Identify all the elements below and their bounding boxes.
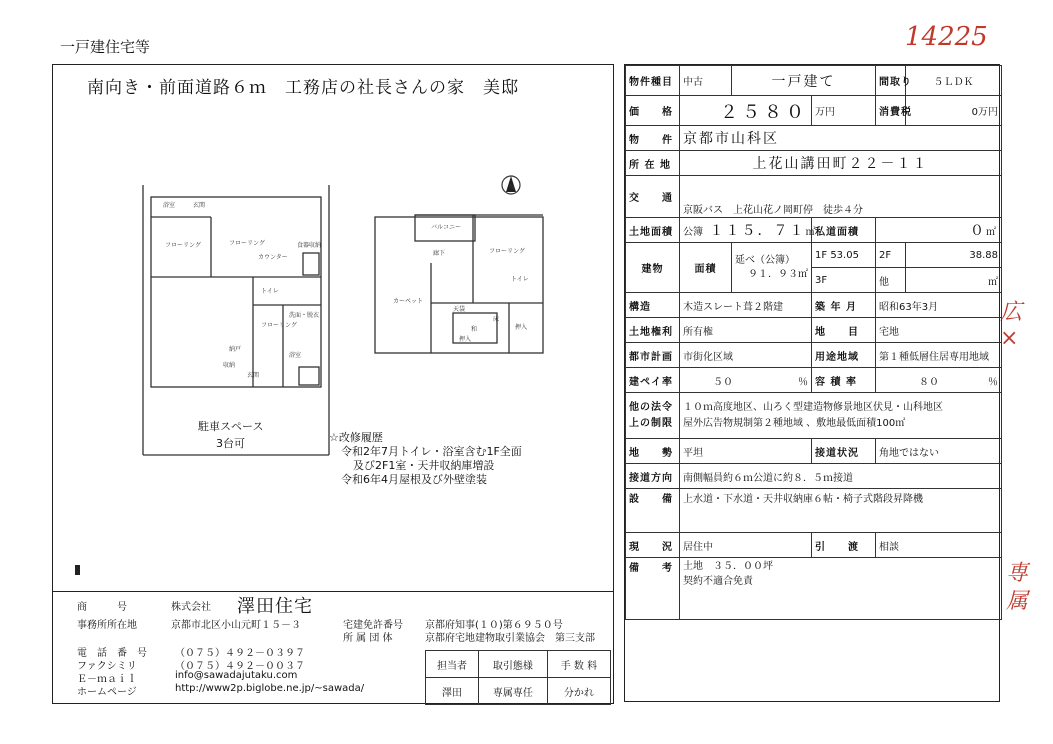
floor3-area [812,268,876,293]
handover-value: 相談 [876,533,1002,558]
road-direction-value: 南側幅員約６ｍ公道に約８．５ｍ接道 [680,464,1002,489]
label-toilet: トイレ [261,288,279,295]
road-condition-label: 接道状況 [812,439,876,464]
law-label-2: 上の制限 [629,417,673,429]
label-bath-1f: 浴室 [163,202,176,209]
label-bath-2: 浴室 [289,352,302,359]
label-tenbukuro: 天袋 [453,306,466,313]
law-value [680,393,1002,439]
history-title: ☆改修履歴 [329,431,383,444]
fax-number: （０７５）４９２－００３７ [175,661,305,672]
layout-label: 間取り [876,66,906,96]
price-value: ２５８０ [680,96,812,126]
bcr-value [680,368,812,393]
status-value: 居住中 [680,533,812,558]
city-plan-value: 市街化区域 [680,343,812,368]
built-label: 築 年 月 [812,293,876,318]
tel-number: （０７５）４９２－０３９７ [175,648,305,659]
equipment-value: 上水道・下水道・天井収納庫６帖・椅子式階段昇降機 [680,489,1002,533]
label-flooring-2: フローリング [229,240,265,247]
label-storage: 収納 [223,362,236,369]
location-label-2: 所 在 地 [626,151,680,176]
assoc-label: 所 属 団 体 [343,633,393,644]
zone-value: 第１種低層住居専用地域 [876,343,1002,368]
bcr-pct: ％ [798,376,808,388]
traffic-value: 京阪バス 上花山花ノ岡町停 徒歩４分 [680,176,1002,218]
equipment-label: 設 備 [626,489,680,533]
homepage-label: ホームページ [77,687,137,698]
land-category-value: 宅地 [876,318,1002,343]
traffic-label: 交 通 [626,176,680,218]
handover-label: 引 渡 [812,533,876,558]
spec-table [625,65,1002,620]
location-line-1: 京都市山科区 [680,126,1002,151]
private-road-label: 私道面積 [812,218,876,243]
floor1-area [812,243,876,268]
parking-label: 駐車スペース [198,420,264,433]
label-toilet-2f: トイレ [511,276,529,283]
label-counter: カウンター [258,254,288,261]
stamp-header-mode: 取引態様 [478,651,547,678]
law-label-1: 他の法令 [629,401,673,413]
type-sub: 中古 [680,66,732,96]
label-balcony: バルコニー [431,224,462,231]
land-unit: ㎡ [805,227,818,238]
floor1-label: 1F [815,249,828,261]
structure-value: 木造スレート葺２階建 [680,293,812,318]
label-japanese: 和 [471,326,478,333]
private-road: ０ [970,223,986,239]
remarks-line-1: 土地 ３５．００坪 [683,561,773,572]
land-category-label: 地 目 [812,318,876,343]
parking-count: 3台可 [216,437,245,450]
terrain-label: 地 勢 [626,439,680,464]
stamp-value-mode: 専属専任 [478,678,547,705]
land-right-label: 土地権利 [626,318,680,343]
label-genkan: 玄関 [247,372,260,379]
property-type: 一戸建て [732,66,876,96]
road-condition-value: 角地ではない [876,439,1002,464]
label-hall: 廊下 [433,250,446,257]
company-panel [52,592,614,704]
law-line-1: １０ｍ高度地区、山ろく型建造物修景地区伏見・山科地区 [683,401,943,413]
label-oshiire-2: 押入 [459,336,472,343]
label-dish-storage: 食器収納 [297,242,322,249]
fax-label: ファクシミリ [77,661,137,672]
handwritten-note-1: 広× [1000,300,1023,351]
location-label-1: 物 件 [626,126,680,151]
private-unit: ㎡ [986,227,998,238]
doc-type: 一戸建住宅等 [60,38,151,56]
company-name-prefix: 株式会社 [171,602,211,613]
floor1-value: 53.05 [830,249,859,261]
land-sub: 公簿 [683,227,703,238]
license-label: 宅建免許番号 [343,620,403,631]
label-flooring-3: フローリング [261,322,297,329]
label-flooring-1: フローリング [165,242,201,249]
handwritten-note-2: 専属 [1006,561,1029,614]
tax-label: 消費税 [876,96,906,126]
stamp-header-staff: 担当者 [426,651,479,678]
city-plan-label: 都市計画 [626,343,680,368]
area-label: 面積 [680,243,732,293]
tax-value: 0万円 [906,96,1002,126]
bcr-label: 建ペイ率 [626,368,680,393]
label-carpet: カーペット [393,298,424,305]
renovation-history [329,431,522,487]
tel-label: 電 話 番 号 [77,648,147,659]
location-line-2: 上花山講田町２２－１１ [680,151,1002,176]
far-number: ８０ [919,376,939,388]
handwritten-number: 14225 [905,22,988,52]
company-name: 澤田住宅 [237,596,313,617]
marker [75,565,80,575]
company-name-label: 商 号 [77,602,127,613]
history-line-3: 令和6年4月屋根及び外壁塗装 [341,473,487,486]
license-number: 京都府知事(１０)第６９５０号 [425,620,563,631]
label-toko: 床 [493,316,500,323]
built-value: 昭和63年3月 [876,293,1002,318]
building-label: 建物 [626,243,680,293]
stamp-value-fee: 分かれ [547,678,610,705]
assoc-name: 京都府宅地建物取引業協会 第三支部 [425,633,595,644]
label-entrance: 玄関 [193,202,206,209]
status-label: 現 況 [626,533,680,558]
label-oshiire: 押入 [515,324,528,331]
total-area-label: 延べ（公簿） [735,254,795,266]
office-address: 京都市北区小山元町１５－３ [171,620,301,631]
email-label: Ｅ－ｍａｉｌ [77,674,137,685]
floor2-label: 2F [876,243,906,268]
stamp-header-fee: 手 数 料 [547,651,610,678]
law-line-2: 屋外広告物規制第２種地域 、敷地最低面積100㎡ [683,417,906,429]
land-area-value [680,218,818,243]
private-road-value [876,218,1002,243]
email-address[interactable]: info@sawadajutaku.com [175,670,298,681]
floor2-outline [375,217,543,353]
floor3-label: 3F [815,274,828,286]
structure-label: 構造 [626,293,680,318]
other-unit: ㎡ [906,268,1002,293]
price-label: 価 格 [626,96,680,126]
terrain-value: 平坦 [680,439,812,464]
label-closet: 納戸 [229,346,242,353]
floor2-value: 38.88 [906,243,1002,268]
other-label: 他 [876,268,906,293]
remarks-value [680,558,1002,620]
land-area-label: 土地面積 [626,218,680,243]
law-label [626,393,680,439]
far-pct: ％ [988,376,998,388]
north-label: N [509,183,515,191]
price-unit: 万円 [812,96,876,126]
history-line-1: 令和2年7月トイレ・浴室含む1F全面 [341,445,522,458]
land-right-value: 所有権 [680,318,812,343]
remarks-label: 備 考 [626,558,680,620]
total-area [732,243,812,293]
layout-value: ５ＬＤＫ [906,66,1002,96]
far-label: 容 積 率 [812,368,876,393]
stamp-table [425,650,611,705]
land-area: １１５．７１ [709,223,806,239]
zone-label: 用途地域 [812,343,876,368]
stamp-value-staff: 澤田 [426,678,479,705]
total-area-value: ９１．９３ [748,268,798,280]
homepage-url[interactable]: http://www2p.biglobe.ne.jp/~sawada/ [175,683,365,694]
bcr-number: ５０ [713,376,733,388]
history-line-2: 及び2F1室・天井収納庫増設 [353,459,495,472]
label-washroom: 洗面・脱衣 [289,312,320,319]
total-area-unit: ㎡ [798,268,808,280]
floorplan-panel [52,64,614,592]
spec-panel [624,64,1000,702]
remarks-line-2: 契約不適合免責 [683,576,753,587]
road-direction-label: 接道方向 [626,464,680,489]
label-flooring-2f: フローリング [489,248,525,255]
type-label: 物件種目 [626,66,680,96]
office-label: 事務所所在地 [77,620,137,631]
far-value [876,368,1002,393]
headline: 南向き・前面道路６ｍ 工務店の社長さんの家 美邸 [87,78,519,98]
